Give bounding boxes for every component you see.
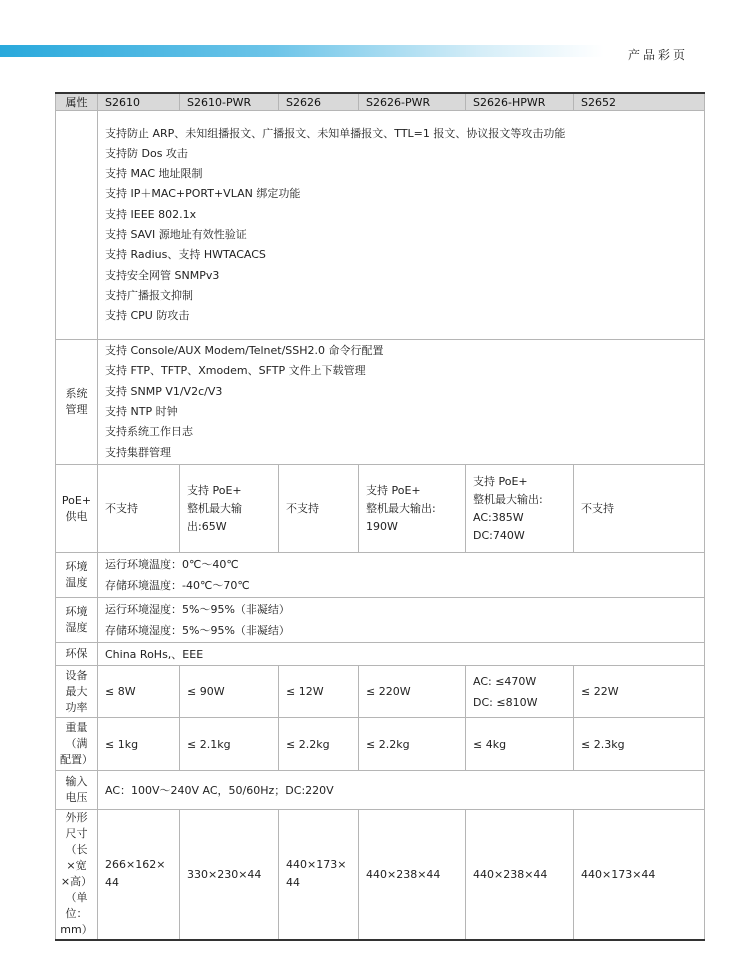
table-cell: 440×173×44 <box>574 810 705 940</box>
attribute-label: PoE+ 供电 <box>56 465 98 553</box>
temperature-cell: 运行环境温度：0℃～40℃ 存储环境温度：-40℃～70℃ <box>98 553 705 598</box>
attribute-label <box>56 111 98 340</box>
attribute-label: 重量 （满 配置） <box>56 718 98 771</box>
spec-table <box>55 92 705 941</box>
list-item: 支持 Console/AUX Modem/Telnet/SSH2.0 命令行配置 <box>105 344 384 358</box>
table-cell: 440×238×44 <box>466 810 574 940</box>
column-header: 属性 <box>56 93 98 111</box>
table-cell: ≤ 90W <box>180 666 279 718</box>
table-cell: ≤ 220W <box>359 666 466 718</box>
input-voltage-cell: AC：100V～240V AC，50/60Hz；DC:220V <box>98 771 705 810</box>
list-item: 支持 IP＋MAC+PORT+VLAN 绑定功能 <box>105 187 301 201</box>
table-cell: ≤ 22W <box>574 666 705 718</box>
list-item: 支持 MAC 地址限制 <box>105 167 203 181</box>
list-item: 支持 Radius、支持 HWTACACS <box>105 248 266 262</box>
table-cell: ≤ 2.1kg <box>180 718 279 771</box>
table-cell: ≤ 2.2kg <box>279 718 359 771</box>
table-cell: 不支持 <box>98 465 180 553</box>
list-item: 支持 FTP、TFTP、Xmodem、SFTP 文件上下载管理 <box>105 364 366 378</box>
table-cell: ≤ 2.2kg <box>359 718 466 771</box>
table-cell: ≤ 1kg <box>98 718 180 771</box>
list-item: 支持 SNMP V1/V2c/V3 <box>105 384 223 398</box>
table-cell: 440×173× 44 <box>279 810 359 940</box>
table-cell: AC: ≤470W DC: ≤810W <box>466 666 574 718</box>
table-cell: ≤ 12W <box>279 666 359 718</box>
list-item: 支持防 Dos 攻击 <box>105 146 188 160</box>
list-item: 支持安全网管 SNMPv3 <box>105 268 220 282</box>
table-row <box>56 810 705 940</box>
table-cell: ≤ 4kg <box>466 718 574 771</box>
humidity-cell: 运行环境湿度：5%～95%（非凝结） 存储环境湿度：5%～95%（非凝结） <box>98 598 705 643</box>
table-cell: 不支持 <box>279 465 359 553</box>
table-cell: 支持 PoE+ 整机最大输 出:65W <box>180 465 279 553</box>
attribute-label: 环境 湿度 <box>56 598 98 643</box>
list-item: 支持防止 ARP、未知组播报文、广播报文、未知单播报文、TTL=1 报文、协议报文等攻击功能 <box>105 126 566 140</box>
attribute-label: 环保 <box>56 643 98 666</box>
column-header: S2610-PWR <box>180 93 279 111</box>
page-header-title: 产品彩页 <box>627 48 688 62</box>
attribute-label: 系统 管理 <box>56 340 98 465</box>
list-item: 支持 SAVI 源地址有效性验证 <box>105 228 247 241</box>
list-item: 支持 IEEE 802.1x <box>105 207 197 221</box>
table-header-row <box>56 93 705 111</box>
header-color-band <box>0 45 604 57</box>
list-item: 支持广播报文抑制 <box>105 288 193 302</box>
attribute-label: 外形 尺寸 （长 ×宽 ×高） （单 位： mm） <box>56 810 98 940</box>
table-row <box>56 465 705 553</box>
column-header: S2652 <box>574 93 705 111</box>
column-header: S2626-HPWR <box>466 93 574 111</box>
column-header: S2626-PWR <box>359 93 466 111</box>
list-item: 支持系统工作日志 <box>105 425 193 439</box>
column-header: S2610 <box>98 93 180 111</box>
security-features-cell <box>98 111 705 340</box>
table-row <box>56 666 705 718</box>
attribute-label: 环境 温度 <box>56 553 98 598</box>
table-row <box>56 111 705 340</box>
attribute-label: 输入 电压 <box>56 771 98 810</box>
table-cell: ≤ 8W <box>98 666 180 718</box>
list-item: 支持 NTP 时钟 <box>105 405 178 418</box>
table-row <box>56 553 705 598</box>
table-row <box>56 771 705 810</box>
table-cell: ≤ 2.3kg <box>574 718 705 771</box>
table-cell: 支持 PoE+ 整机最大输出: AC:385W DC:740W <box>466 465 574 553</box>
table-cell: 440×238×44 <box>359 810 466 940</box>
list-item: 支持集群管理 <box>105 445 171 459</box>
table-row <box>56 718 705 771</box>
table-row <box>56 598 705 643</box>
table-cell: 不支持 <box>574 465 705 553</box>
environmental-compliance-cell: China RoHs,、EEE <box>98 643 705 666</box>
table-cell: 支持 PoE+ 整机最大输出: 190W <box>359 465 466 553</box>
list-item: 支持 CPU 防攻击 <box>105 309 190 323</box>
attribute-label: 设备 最大 功率 <box>56 666 98 718</box>
table-cell: 266×162× 44 <box>98 810 180 940</box>
table-cell: 330×230×44 <box>180 810 279 940</box>
table-row <box>56 340 705 465</box>
table-row <box>56 643 705 666</box>
column-header: S2626 <box>279 93 359 111</box>
management-features-cell <box>98 340 705 465</box>
